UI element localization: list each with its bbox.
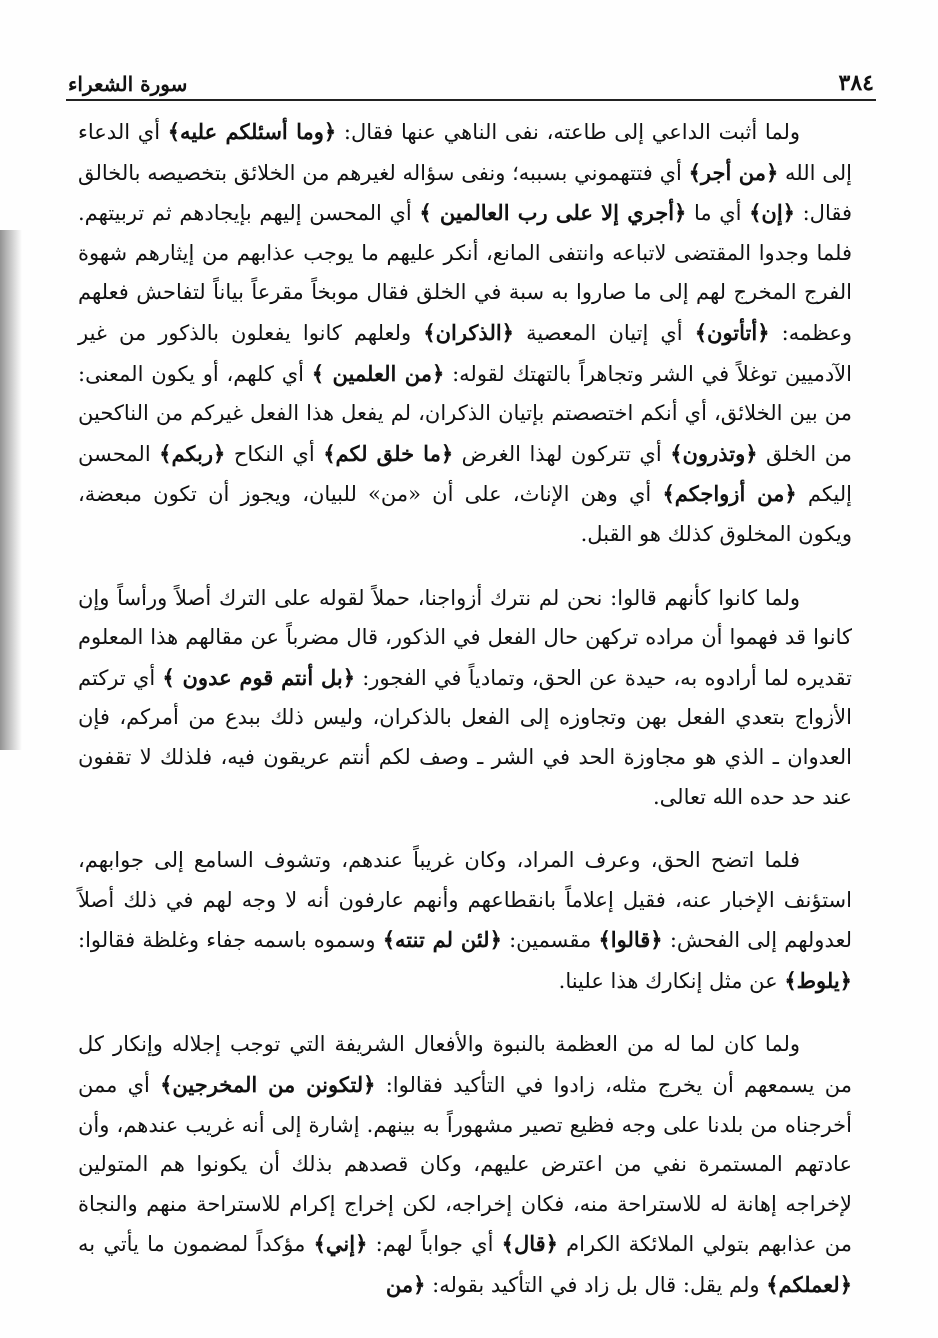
text-run: أي كلهم، أو يكون المعنى: من بين الخلائق، أي أنكم اختصصتم بإتيان الذكران، لم يفعل هذا الفعل غيركم من الناكحين من الخلق [78,361,852,466]
text-run: عن مثل إنكارك هذا علينا. [558,968,785,993]
paragraph-2 [78,579,852,818]
text-run: أي وهن الإناث، على أن «من» للبيان، ويجوز أن تكون مبعضة، ويكون المخلوق كذلك هو القبل. [78,482,852,546]
text-run: مؤكداً لمضمون ما يأتي به [78,1232,314,1257]
text-run: أي النكاح [225,441,324,466]
quran-phrase: ﴿من [385,1272,426,1298]
text-run: أي جواباً لهم: [367,1232,502,1257]
quran-phrase: ﴿إن﴾ [749,200,795,226]
quran-phrase: ﴿وتذرون﴾ [670,440,758,466]
quran-phrase: ﴿ربكم﴾ [159,440,226,466]
text-run: أي فتتهموني بسببه؛ ونفى سؤاله لغيرهم من الخلائق بتخصيصه بالخالق فقال: [78,160,853,226]
quran-phrase: ﴿يلوط﴾ [784,967,852,993]
text-run: أي تركتم الأزواج بتعدي الفعل بهن وتجاوزه إلى الفعل بالذكران، وليس ذلك ببدع من أمركم، فإن العدوان ـ الذي هو مجاوزة الحد في الشر ـ وصف لكم أنتم عريقون فيه، فلذلك لا تقفون عند حد حده الله تعالى. [78,665,852,809]
quran-phrase: ﴿لعملكم﴾ [766,1272,852,1298]
text-run: ولما أثبت الداعي إلى طاعته، نفى الناهي عنها فقال: [336,120,800,144]
text-run: المحسن إليكم [78,441,852,507]
quran-phrase: ﴿الذكران﴾ [423,319,514,345]
text-run: ولما كان لما له من العظمة بالنبوة والأفعال الشريفة التي توجب إجلاله وإنكار كل من يسمعهم أن يخرج مثله، زادوا في التأكيد فقالوا: [78,1032,852,1098]
text-run: أي إتيان المعصية [514,320,695,345]
surah-title: سورة الشعراء [68,72,188,96]
quran-phrase: ﴿لتكونن من المخرجين﴾ [160,1072,376,1098]
text-run: ولم يقل: قال بل زاد في التأكيد بقوله: [425,1273,767,1298]
quran-phrase: ﴿وما أسئلكم عليه﴾ [167,119,337,144]
quran-phrase: ﴿من أجر﴾ [688,159,779,185]
text-run: فلما اتضح الحق، وعرف المراد، وكان غريباً عندهم، وتشوف السامع إلى جوابهم، استؤنف الإخبار عنه، فقيل إعلاماً بانقطاعهم وأنهم عارفون أنه لا وجه لهم في ذلك أصلاً لعدولهم إلى الفحش: [78,848,852,953]
text-run: أي تتركون لهذا الغرض [453,441,671,466]
paragraph-4 [78,1025,852,1305]
quran-phrase: ﴿من أزواجكم﴾ [662,481,797,507]
text-run: ولما كانوا كأنهم قالوا: نحن لم نترك أزواجنا، حملاً لقوله على الترك أصلاً ورأساً وإن كانوا قد فهموا أن مراده تركهن حال الفعل في الذكور، قال مضرباً عن مقالهم هذا المعلوم تقديره لما أرادوه به، حيدة عن الحق، وتمادياً في الفجور: [78,585,852,690]
scan-edge-shadow [0,230,22,750]
paragraph-3 [78,841,852,1001]
text-run: ولعلهم كانوا يفعلون بالذكور من غير الآدميين توغلاً في الشر وتجاهراً بالتهتك لقوله: [78,320,852,386]
quran-phrase: ﴿أجري إلا على رب العالمين ﴾ [419,200,687,226]
page-header [68,62,874,96]
quran-phrase: ﴿قالوا﴾ [598,927,663,953]
quran-phrase: ﴿بل أنتم قوم عدون ﴾ [162,664,356,690]
header-rule [66,99,876,101]
page-number: ٣٨٤ [838,70,874,96]
quran-phrase: ﴿إني﴾ [313,1231,368,1257]
quran-phrase: ﴿لئن لم تنته﴾ [382,927,502,953]
text-run: أي ما [686,201,750,226]
text-run: أي المحسن إليهم بإيجادهم ثم تربيتهم. فلما وجدوا المقتضى لاتباعه وانتفى المانع، أنكر عليهم ما يوجب عذابهم من إيثارهم شهوة الفرج المخرج لهم إلى ما صاروا به سبة في الخلق فقال موبخاً مقرعاً بياناً لتفاحش فعلهم وعظمه: [78,201,852,345]
text-run: أي ممن أخرجناه من بلدنا على وجه فظيع تصير مشهوراً به بينهم. إشارة إلى أنه غريب عندهم، وأن عادتهم المستمرة نفي من اعترض عليهم، وكان قصدهم بذلك أن يكونوا هم المتولين لإخراجه إهانة له للاستراحة منه، فكان إخراجه، لكن إخراج إكرام للاستراحة منهم والنجاة من عذابهم بتولي الملائكة الكرام [78,1073,853,1257]
quran-phrase: ﴿من العلمين ﴾ [311,360,445,386]
paragraph-1 [78,112,852,555]
text-run: وسموه باسمه جفاء وغلظة فقالوا: [78,928,383,953]
page-body [78,112,852,1306]
text-run: مقسمين: [501,928,599,953]
quran-phrase: ﴿أتأتون﴾ [694,319,770,345]
text-run: أي الدعاء إلى الله [78,120,853,185]
quran-phrase: ﴿قال﴾ [501,1231,558,1257]
quran-phrase: ﴿ما خلق لكم﴾ [323,440,454,466]
